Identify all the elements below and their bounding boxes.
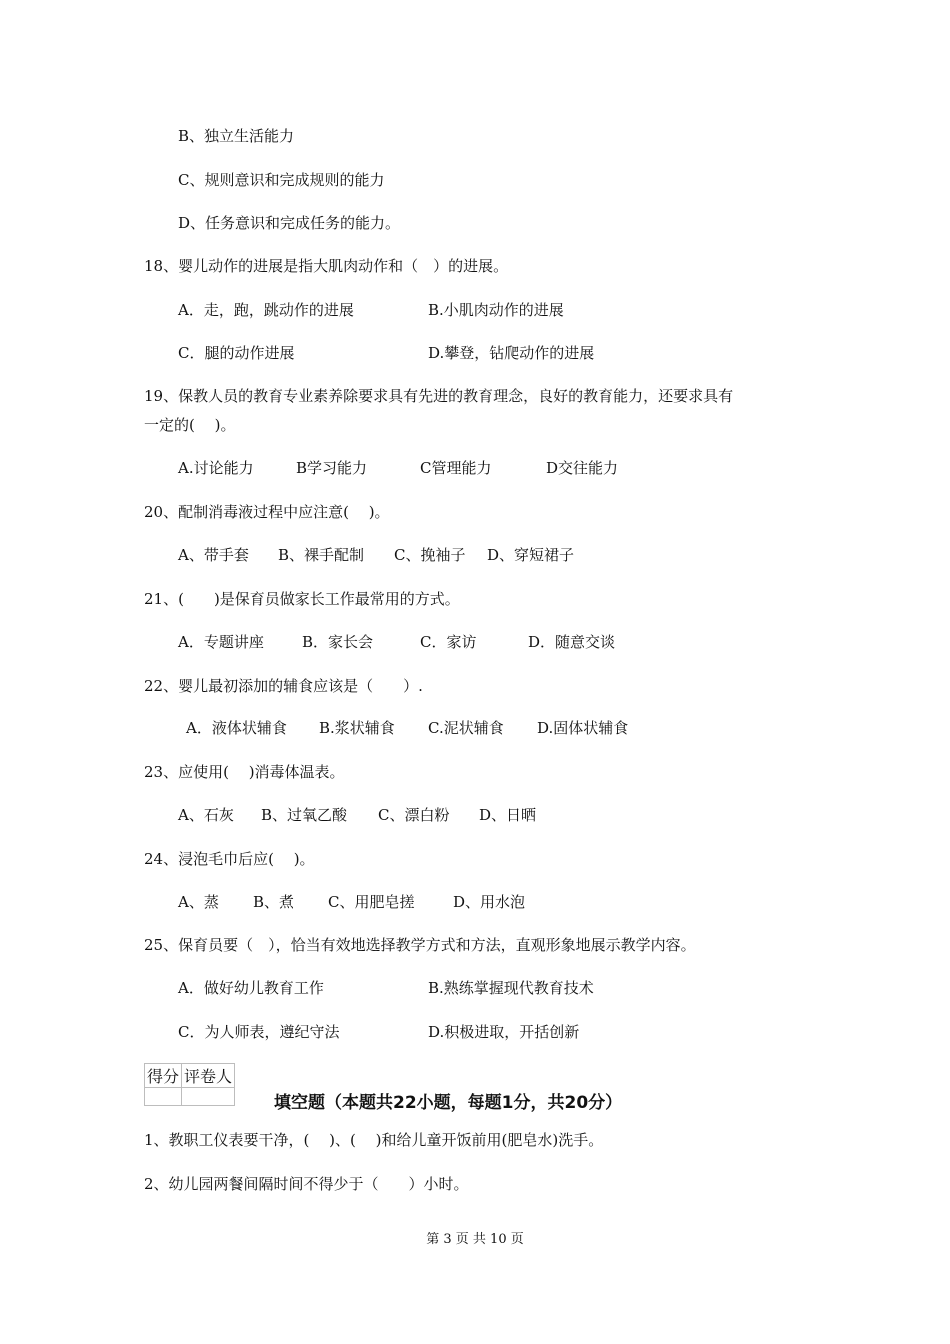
section-title: 填空题（本题共22小题，每题1分，共20分） — [274, 1093, 623, 1113]
q24-option-d: D、用水泡 — [453, 893, 526, 911]
q23-option-b: B、过氧乙酸 — [261, 806, 348, 824]
score-box — [144, 1063, 235, 1106]
q25-option-a: A．做好幼儿教育工作 — [178, 979, 324, 997]
q19-option-c: C管理能力 — [420, 459, 492, 477]
q18-option-c: C．腿的动作进展 — [178, 344, 295, 362]
q23-stem: 23、应使用( )消毒体温表。 — [144, 763, 345, 781]
page-footer: 第 3 页 共 10 页 — [426, 1232, 524, 1247]
q23-option-a: A、石灰 — [178, 806, 234, 824]
q24-option-b: B、煮 — [253, 893, 295, 911]
q24-stem: 24、浸泡毛巾后应( )。 — [144, 850, 315, 868]
q19-stem-line2: 一定的( )。 — [144, 416, 236, 434]
q21-option-c: C．家访 — [420, 633, 477, 651]
q22-option-a: A．液体状辅食 — [186, 719, 287, 737]
q20-stem: 20、配制消毒液过程中应注意( )。 — [144, 503, 390, 521]
score-label: 得分 — [145, 1064, 182, 1088]
q20-option-c: C、挽袖子 — [394, 546, 466, 564]
prev-option-d: D、任务意识和完成任务的能力。 — [178, 214, 401, 232]
q22-stem: 22、婴儿最初添加的辅食应该是（ ）. — [144, 677, 423, 695]
q19-option-d: D交往能力 — [546, 459, 619, 477]
q20-option-a: A、带手套 — [178, 546, 249, 564]
q24-option-c: C、用肥皂搓 — [328, 893, 415, 911]
q20-option-d: D、穿短裙子 — [487, 546, 575, 564]
q19-option-a: A.讨论能力 — [178, 459, 254, 477]
q18-option-d: D.攀登，钻爬动作的进展 — [428, 344, 595, 362]
q22-option-d: D.固体状辅食 — [537, 719, 629, 737]
q24-option-a: A、蒸 — [178, 893, 219, 911]
q20-option-b: B、裸手配制 — [278, 546, 365, 564]
q25-stem: 25、保育员要（ ），恰当有效地选择教学方式和方法，直观形象地展示教学内容。 — [144, 936, 696, 954]
fill-q1: 1、教职工仪表要干净，( )、( )和给儿童开饭前用(肥皂水)洗手。 — [144, 1131, 604, 1149]
q22-option-c: C.泥状辅食 — [428, 719, 504, 737]
q21-option-b: B．家长会 — [302, 633, 374, 651]
q23-option-d: D、日晒 — [479, 806, 537, 824]
q21-stem: 21、( )是保育员做家长工作最常用的方式。 — [144, 590, 460, 608]
q25-option-d: D.积极进取，开括创新 — [428, 1023, 580, 1041]
fill-q2: 2、幼儿园两餐间隔时间不得少于（ ）小时。 — [144, 1175, 469, 1193]
prev-option-b: B、独立生活能力 — [178, 127, 295, 145]
prev-option-c: C、规则意识和完成规则的能力 — [178, 171, 385, 189]
q25-option-c: C．为人师表，遵纪守法 — [178, 1023, 340, 1041]
q18-option-b: B.小肌肉动作的进展 — [428, 301, 564, 319]
score-cell — [145, 1088, 182, 1106]
q25-option-b: B.熟练掌握现代教育技术 — [428, 979, 594, 997]
q19-stem-line1: 19、保教人员的教育专业素养除要求具有先进的教育理念，良好的教育能力，还要求具有 — [144, 387, 734, 405]
q22-option-b: B.浆状辅食 — [319, 719, 395, 737]
q21-option-a: A．专题讲座 — [178, 633, 264, 651]
grader-cell — [182, 1088, 235, 1106]
grader-label: 评卷人 — [182, 1064, 235, 1088]
q23-option-c: C、漂白粉 — [378, 806, 450, 824]
q18-option-a: A．走，跑，跳动作的进展 — [178, 301, 354, 319]
q21-option-d: D．随意交谈 — [528, 633, 616, 651]
q19-option-b: B学习能力 — [296, 459, 368, 477]
q18-stem: 18、婴儿动作的进展是指大肌肉动作和（ ）的进展。 — [144, 257, 509, 275]
